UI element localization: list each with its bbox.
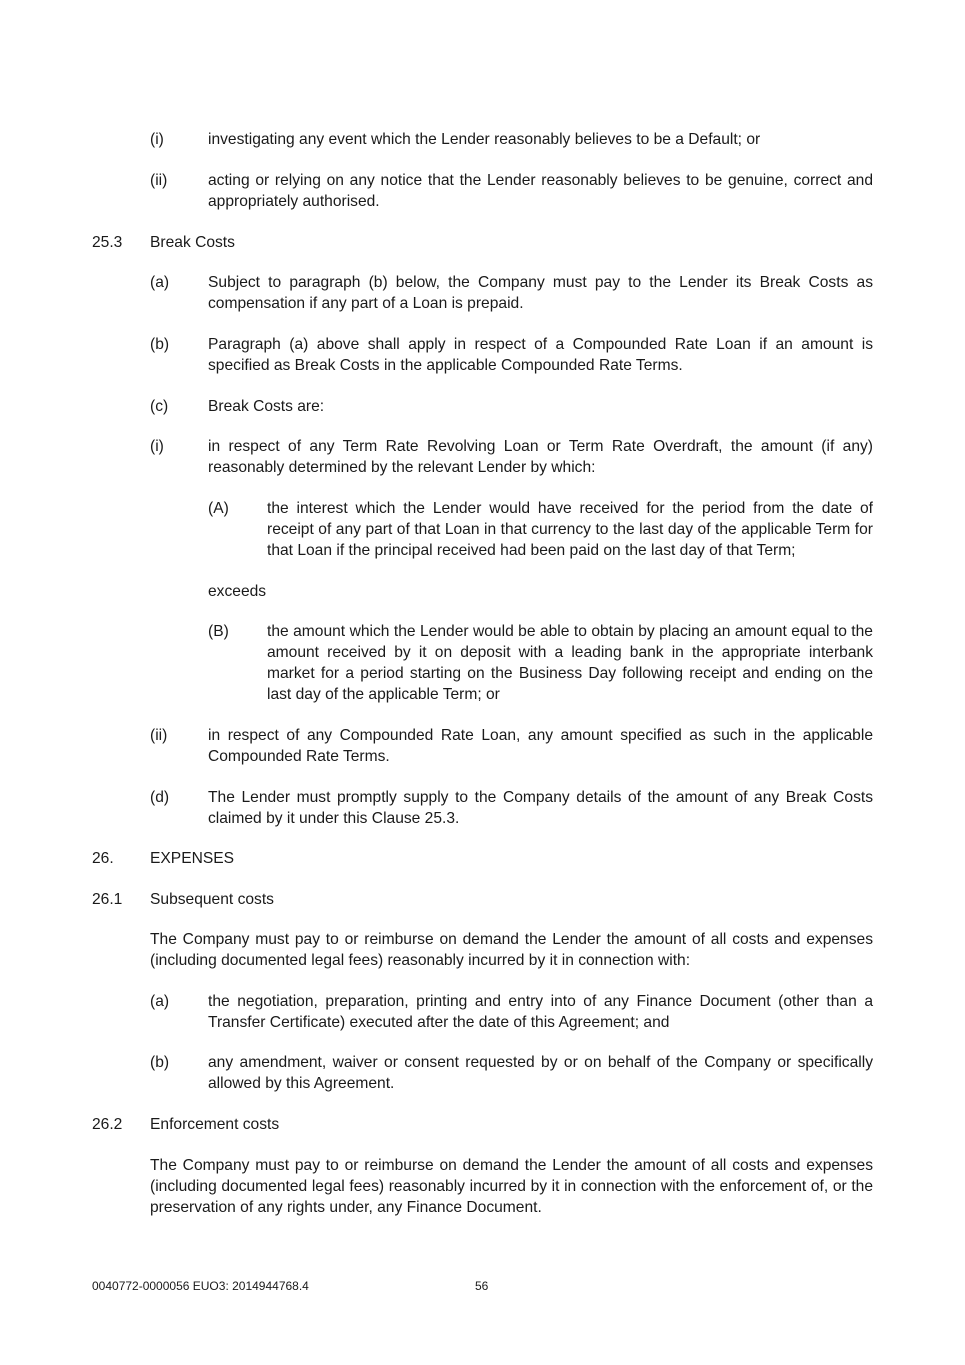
clause-26-number: 26. — [92, 850, 114, 867]
break-costs-d-text: The Lender must promptly supply to the Company details of the amount of any Break Costs claimed by it under this Clause 25.3. — [208, 789, 873, 827]
subsequent-costs-a-text: the negotiation, preparation, printing and entry into of any Finance Document (other than a Transfer Certificate) executed after the date of this Agreement; and — [208, 993, 873, 1031]
clause-25-3-heading: Break Costs — [150, 234, 235, 251]
footer-reference: 0040772-0000056 EUO3: 2014944768.4 — [92, 1279, 309, 1293]
break-costs-B-label: (B) — [208, 623, 229, 640]
item-ii-label: (ii) — [150, 172, 168, 189]
clause-25-3-number: 25.3 — [92, 234, 123, 251]
clause-26-2-heading: Enforcement costs — [150, 1116, 280, 1133]
enforcement-costs-body: The Company must pay to or reimburse on demand the Lender the amount of all costs and expenses (including documented legal fees) reasonably incurred by it in connection with the enforcement of, or the preservation of any rights under, any Finance Document. — [150, 1157, 873, 1216]
break-costs-c-label: (c) — [150, 398, 169, 415]
break-costs-d-label: (d) — [150, 789, 170, 806]
break-costs-exceeds: exceeds — [208, 583, 267, 600]
break-costs-b-text: Paragraph (a) above shall apply in respect of a Compounded Rate Loan if an amount is specified as Break Costs in the applicable Compounded Rate Terms. — [208, 336, 873, 374]
subsequent-costs-intro: The Company must pay to or reimburse on demand the Lender the amount of all costs and expenses (including documented legal fees) reasonably incurred by it in connection with: — [150, 931, 873, 969]
item-i-label: (i) — [150, 131, 164, 148]
break-costs-a-label: (a) — [150, 274, 170, 291]
clause-26-heading: EXPENSES — [150, 850, 235, 867]
subsequent-costs-b-text: any amendment, waiver or consent requested by or on behalf of the Company or specifically allowed by this Agreement. — [208, 1054, 873, 1092]
item-i-text: investigating any event which the Lender reasonably believes to be a Default; or — [208, 131, 761, 148]
clause-26-1-number: 26.1 — [92, 891, 123, 908]
page-number: 56 — [475, 1279, 489, 1293]
subsequent-costs-b-label: (b) — [150, 1054, 170, 1071]
break-costs-cii-text: in respect of any Compounded Rate Loan, any amount specified as such in the applicable Compounded Rate Terms. — [208, 727, 873, 765]
break-costs-A-label: (A) — [208, 500, 229, 517]
subsequent-costs-a-label: (a) — [150, 993, 170, 1010]
item-ii-text: acting or relying on any notice that the Lender reasonably believes to be genuine, correct and appropriately authorised. — [208, 172, 873, 210]
clause-26-2-number: 26.2 — [92, 1116, 123, 1133]
clause-26-1-heading: Subsequent costs — [150, 891, 274, 908]
break-costs-ci-text: in respect of any Term Rate Revolving Loan or Term Rate Overdraft, the amount (if any) reasonably determined by the relevant Lender by which: — [208, 438, 873, 476]
break-costs-b-label: (b) — [150, 336, 170, 353]
break-costs-B-text: the amount which the Lender would be able to obtain by placing an amount equal to the amount received by it on deposit with a leading bank in the appropriate interbank market for a period starting on the Business Day following receipt and ending on the last day of the applicable Term; or — [267, 623, 873, 703]
break-costs-A-text: the interest which the Lender would have received for the period from the date of receipt of any part of that Loan in that currency to the last day of the applicable Term for that Loan if the principal received had been paid on the last day of that Term; — [267, 500, 873, 559]
break-costs-a-text: Subject to paragraph (b) below, the Company must pay to the Lender its Break Costs as compensation if any part of a Loan is prepaid. — [208, 274, 873, 312]
break-costs-c-text: Break Costs are: — [208, 398, 325, 415]
break-costs-ci-label: (i) — [150, 438, 164, 455]
break-costs-cii-label: (ii) — [150, 727, 168, 744]
